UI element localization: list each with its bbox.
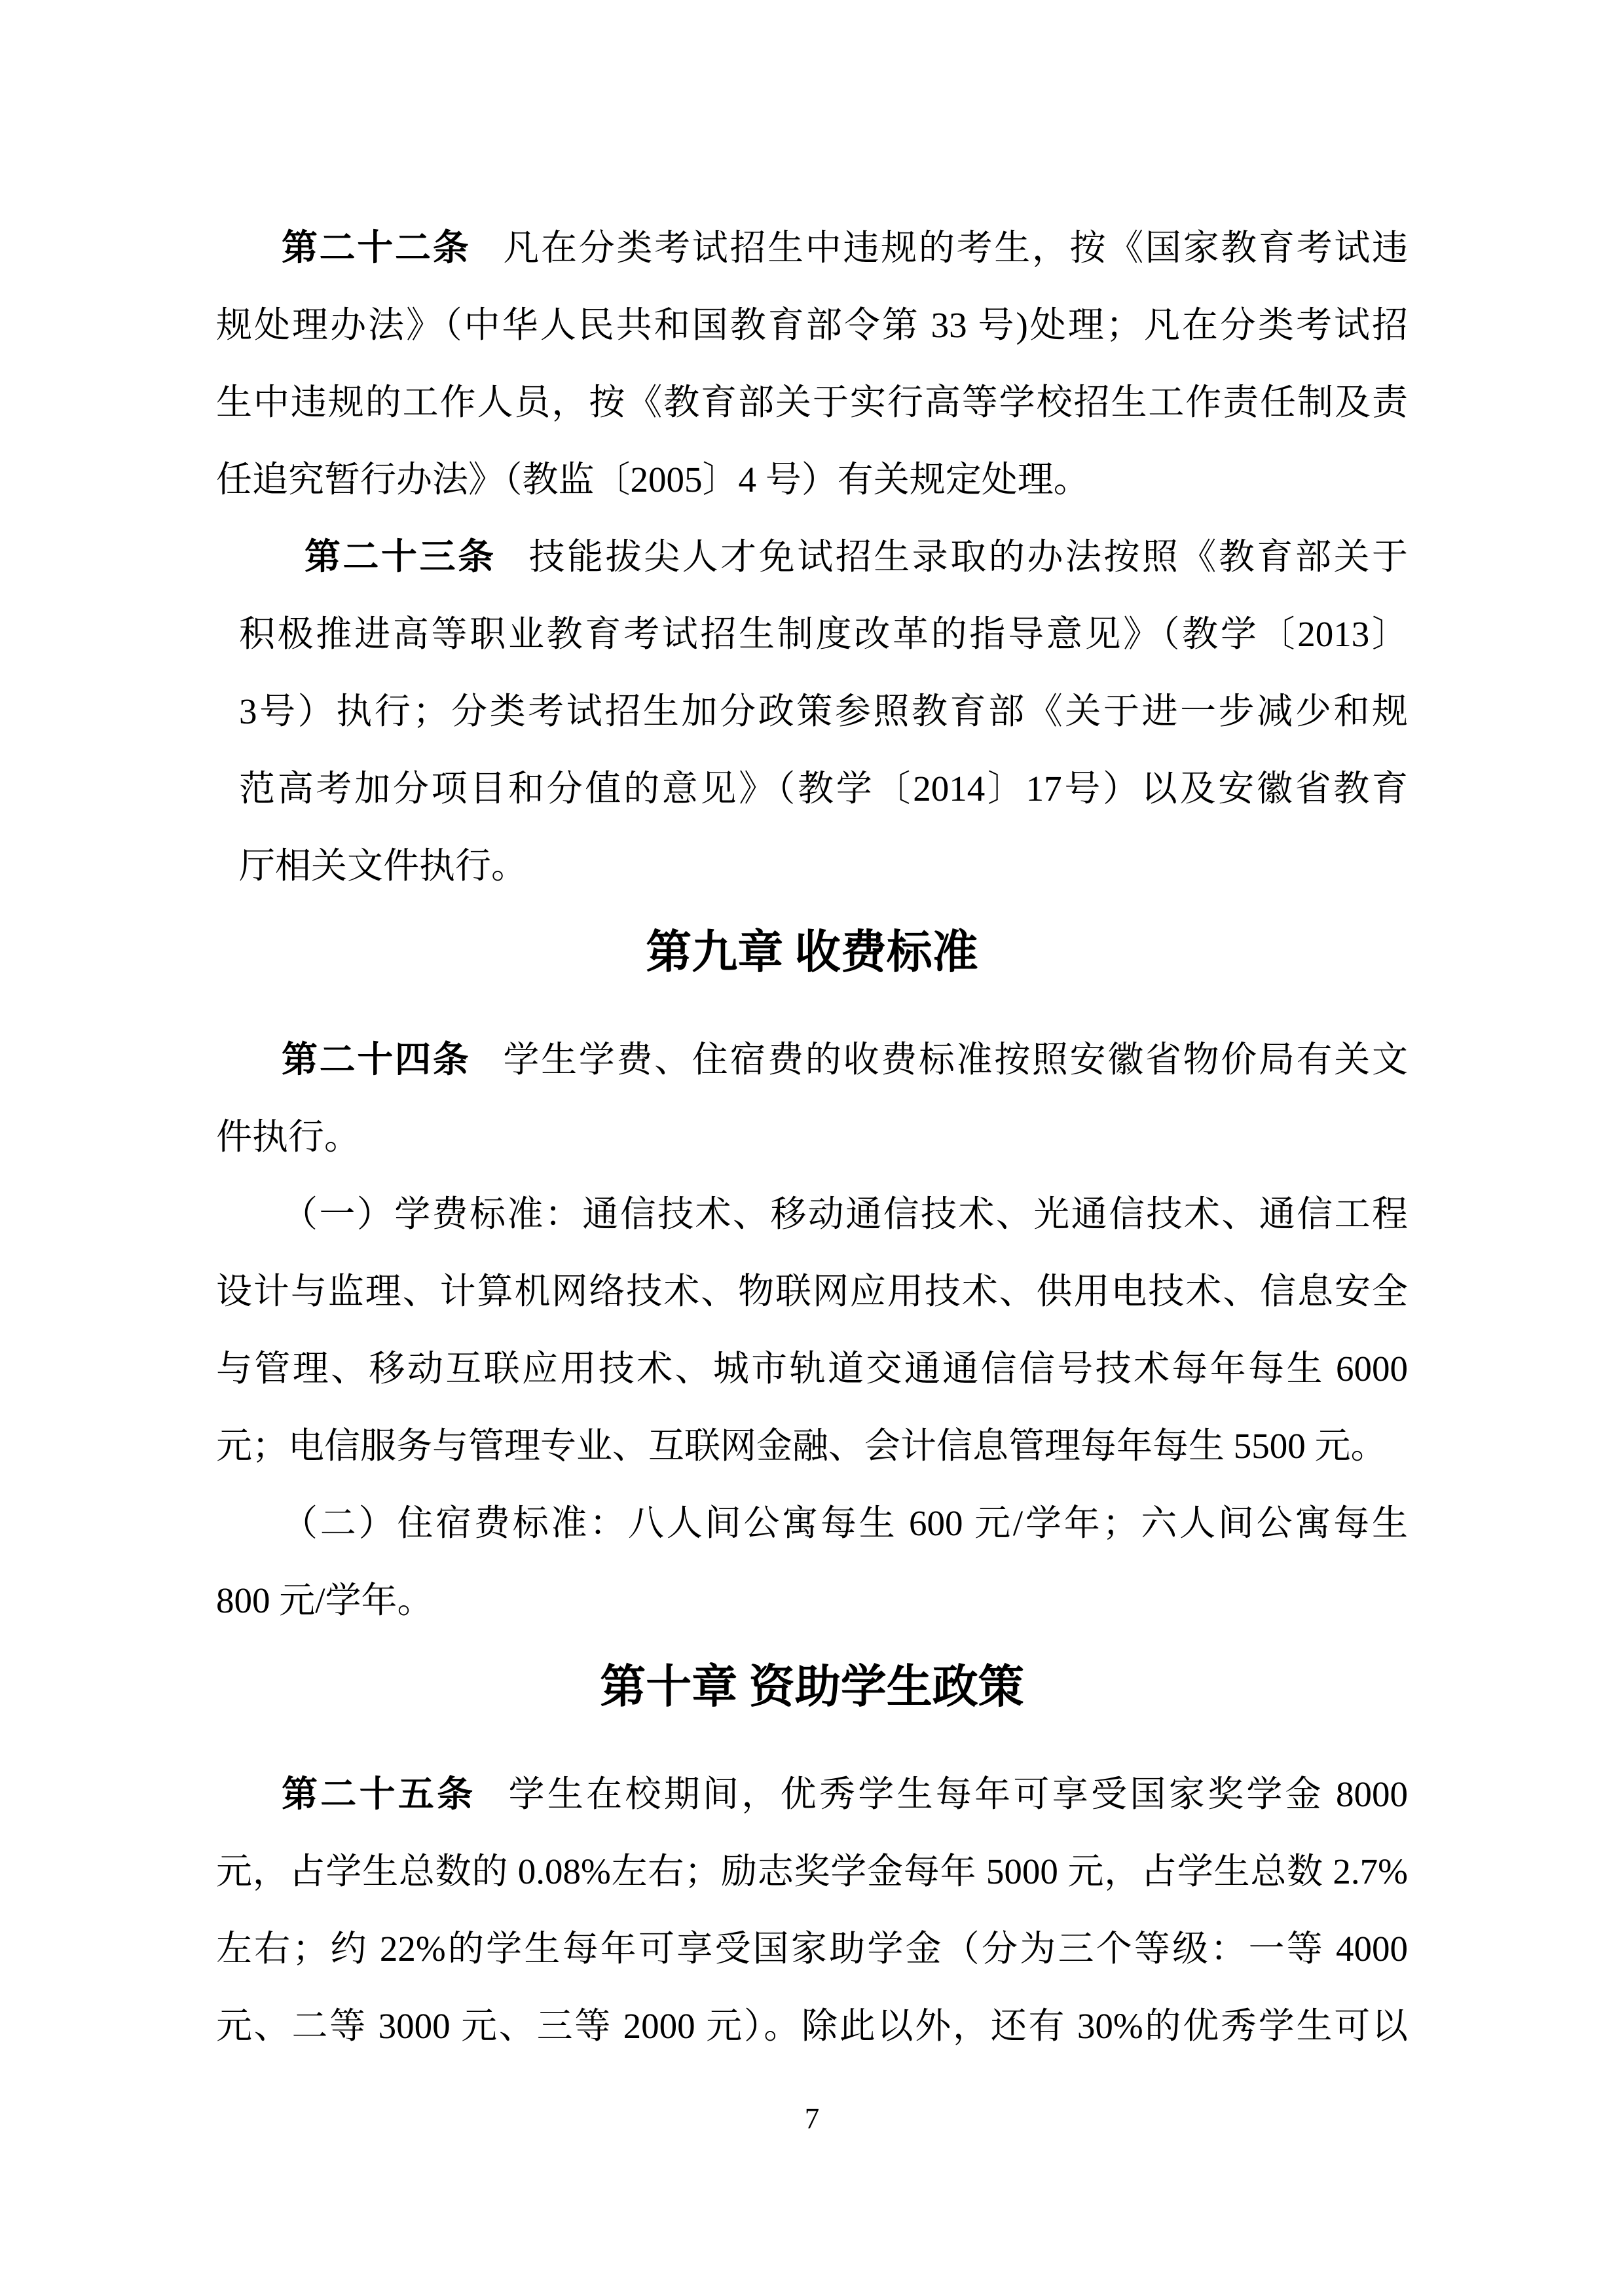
page-number: 7 bbox=[804, 2102, 820, 2135]
article-22-line: 任追究暂行办法》（教监〔2005〕4 号）有关规定处理。 bbox=[216, 460, 1090, 500]
article-25-line: 元，占学生总数的 0.08%左右；励志奖学金每年 5000 元，占学生总数 2.7% bbox=[216, 1851, 1408, 1891]
article-23-line: 积极推进高等职业教育考试招生制度改革的指导意见》（教学〔2013〕 bbox=[239, 614, 1408, 654]
fee-item-1-line: 设计与监理、计算机网络技术、物联网应用技术、供用电技术、信息安全 bbox=[216, 1271, 1408, 1311]
article-25-line: 第二十五条 学生在校期间，优秀学生每年可享受国家奖学金 8000 bbox=[282, 1774, 1408, 1814]
article-23-line: 厅相关文件执行。 bbox=[239, 846, 528, 886]
article-24-paragraph bbox=[216, 1021, 1408, 1176]
article-22-line: 第二十二条 凡在分类考试招生中违规的考生，按《国家教育考试违 bbox=[282, 228, 1408, 268]
article-23-line: 3号）执行；分类考试招生加分政策参照教育部《关于进一步减少和规 bbox=[239, 691, 1408, 731]
fee-item-1-line: 与管理、移动互联应用技术、城市轨道交通通信信号技术每年每生 6000 bbox=[216, 1349, 1408, 1389]
document-content bbox=[216, 210, 1408, 2065]
fee-item-2-paragraph bbox=[216, 1485, 1408, 1639]
article-24-line: 件执行。 bbox=[216, 1117, 361, 1157]
article-number-label: 第二十四条 bbox=[282, 1040, 471, 1080]
fee-item-1-line: 元；电信服务与管理专业、互联网金融、会计信息管理每年每生 5500 元。 bbox=[216, 1426, 1387, 1466]
article-23-paragraph bbox=[239, 519, 1408, 905]
article-number-label: 第二十五条 bbox=[282, 1774, 476, 1814]
article-25-line: 元、二等 3000 元、三等 2000 元）。除此以外，还有 30%的优秀学生可以 bbox=[216, 2006, 1408, 2046]
article-22-line: 生中违规的工作人员，按《教育部关于实行高等学校招生工作责任制及责 bbox=[216, 382, 1408, 422]
fee-item-2-line: 800 元/学年。 bbox=[216, 1580, 434, 1620]
chapter-9-heading: 第九章 收费标准 bbox=[646, 928, 978, 978]
fee-item-1-paragraph bbox=[216, 1176, 1408, 1485]
article-number-label: 第二十二条 bbox=[282, 228, 471, 268]
article-25-line: 左右；约 22%的学生每年可享受国家助学金（分为三个等级：一等 4000 bbox=[216, 1929, 1408, 1969]
article-22-paragraph bbox=[216, 210, 1408, 519]
article-23-line: 第二十三条 技能拔尖人才免试招生录取的办法按照《教育部关于 bbox=[304, 537, 1408, 577]
article-22-line: 规处理办法》（中华人民共和国教育部令第 33 号)处理；凡在分类考试招 bbox=[216, 305, 1408, 345]
fee-item-2-line: （二）住宿费标准：八人间公寓每生 600 元/学年；六人间公寓每生 bbox=[282, 1503, 1408, 1543]
chapter-10-heading: 第十章 资助学生政策 bbox=[600, 1662, 1024, 1713]
article-number-label: 第二十三条 bbox=[304, 537, 496, 577]
article-23-line: 范高考加分项目和分值的意见》（教学〔2014〕17号）以及安徽省教育 bbox=[239, 769, 1408, 809]
article-25-paragraph bbox=[216, 1756, 1408, 2065]
article-24-line: 第二十四条 学生学费、住宿费的收费标准按照安徽省物价局有关文 bbox=[282, 1040, 1408, 1080]
fee-item-1-line: （一）学费标准：通信技术、移动通信技术、光通信技术、通信工程 bbox=[282, 1194, 1408, 1234]
